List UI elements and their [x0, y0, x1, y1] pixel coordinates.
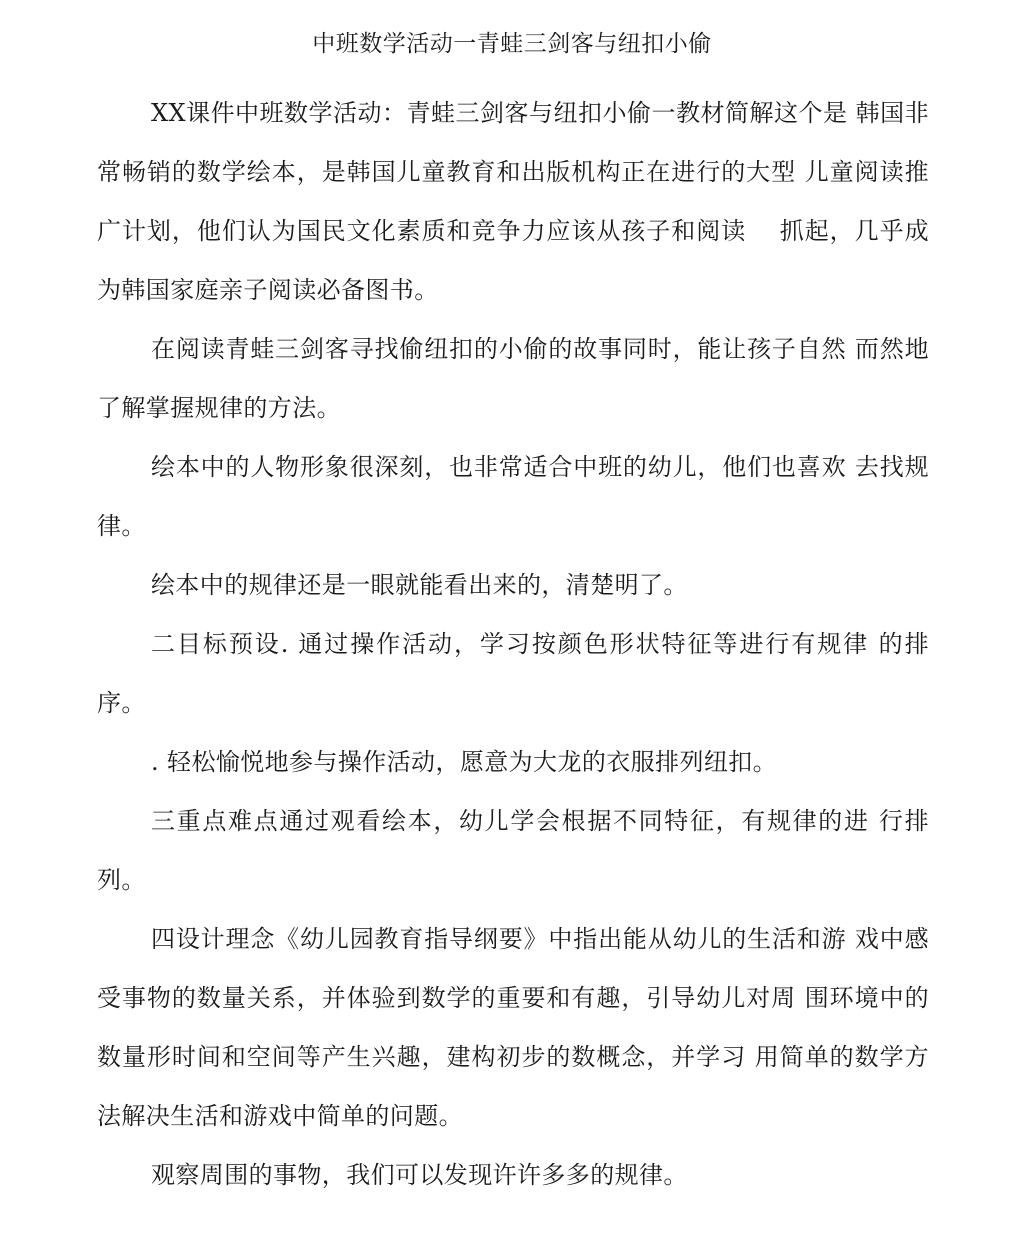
- paragraph-key-points: 三重点难点通过观看绘本，幼儿学会根据不同特征，有规律的进 行排列。: [97, 807, 929, 894]
- paragraph-intro: XX课件中班数学活动：青蛙三剑客与纽扣小偷一教材简解这个是 韩国非常畅销的数学绘本，是韩国儿童教育和出版机构正在进行的大型 儿童阅读推广计划，他们认为国民文化素质和竞争力应该从孩子和阅读 抓起，几乎成为韩国家庭亲子阅读必备图书。: [97, 99, 929, 304]
- paragraph-goals: 二目标预设. 通过操作活动，学习按颜色形状特征等进行有规律 的排序。: [97, 630, 929, 717]
- paragraph-patterns: 绘本中的规律还是一眼就能看出来的，清楚明了。: [151, 571, 688, 599]
- paragraph-characters: 绘本中的人物形象很深刻，也非常适合中班的幼儿，他们也喜欢 去找规律。: [97, 453, 929, 540]
- paragraph-goal-2: . 轻松愉悦地参与操作活动，愿意为大龙的衣服排列纽扣。: [151, 748, 778, 776]
- paragraph-design-concept: 四设计理念《幼儿园教育指导纲要》中指出能从幼儿的生活和游 戏中感受事物的数量关系，并体验到数学的重要和有趣，引导幼儿对周 围环境中的数量形时间和空间等产生兴趣，建构初步的数概念，并学习 用简单的数学方法解决生活和游戏中简单的问题。: [97, 925, 929, 1130]
- document-title: 中班数学活动一青蛙三剑客与纽扣小偷: [312, 31, 712, 57]
- paragraph-reading: 在阅读青蛙三剑客寻找偷纽扣的小偷的故事同时，能让孩子自然 而然地了解掌握规律的方法。: [97, 335, 929, 422]
- document-body: [97, 84, 929, 1205]
- paragraph-observe: 观察周围的事物，我们可以发现许许多多的规律。: [151, 1161, 688, 1189]
